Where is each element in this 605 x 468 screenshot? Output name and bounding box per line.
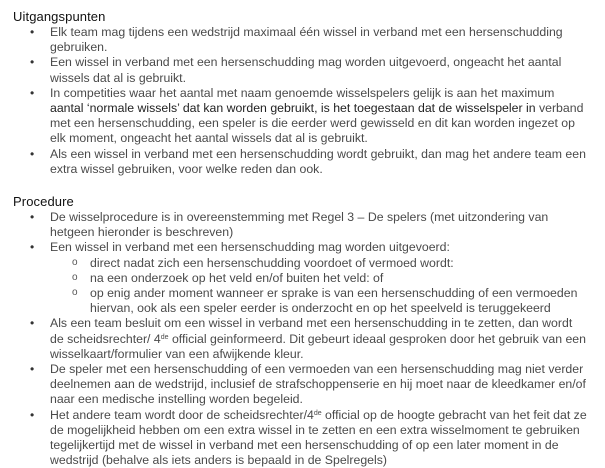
list-item — [13, 210, 588, 240]
sub-item-text: op enig ander moment wanneer er sprake is van een hersenschudding of een vermoeden hiervan, ook als een speler eerder is onderzocht en op het speelveld is teruggekeerd — [90, 286, 578, 316]
list-item — [13, 240, 588, 316]
superscript: de — [160, 333, 169, 341]
item-text: Het andere team wordt door de scheidsrechter/4 — [50, 407, 314, 422]
list-item — [13, 86, 588, 147]
item-text: Een wissel in verband met een hersenschudding mag worden uitgevoerd: — [50, 240, 450, 255]
item-text: Als een team besluit om een wissel in verband met een hersenschudding in te zetten, dan wordt de scheidsrechter/ 4 — [50, 316, 573, 346]
section-heading: Procedure — [13, 194, 74, 210]
item-text: In competities waar het aantal met naam genoemde wisselspelers gelijk is aan het maximum — [50, 85, 555, 100]
list-item — [13, 408, 588, 468]
section-heading: Uitgangspunten — [13, 9, 106, 24]
list-item — [13, 147, 588, 177]
section-spacer — [13, 177, 605, 194]
superscript: de — [313, 409, 322, 417]
sub-list-item — [50, 271, 588, 286]
bullet-list — [13, 25, 588, 177]
sub-bullet-list — [50, 256, 588, 317]
item-text: De wisselprocedure is in overeenstemming met Regel 3 – De spelers (met uitzondering van hetgeen hieronder is beschreven) — [50, 210, 549, 240]
list-item — [13, 316, 588, 362]
item-text: Als een wissel in verband met een hersenschudding wordt gebruikt, dan mag het andere team een extra wissel gebruiken, voor welke reden dan ook. — [50, 146, 586, 176]
item-text: official geinformeerd. Dit gebeurt ideaal gesproken door het gebruik van een wisselkaart/formulier van een afwijkende kleur. — [50, 331, 586, 361]
sub-list-item — [50, 286, 588, 316]
section-uitgangspunten — [13, 9, 605, 177]
sub-list-item — [50, 256, 588, 271]
list-item — [13, 362, 588, 408]
item-text: De speler met een hersenschudding of een vermoeden van een hersenschudding mag niet verder deelnemen aan de wedstrijd, inclusief de strafschoppenserie en hij moet naar de kleedkamer en/of naar een medische instelling worden begeleid. — [50, 362, 586, 407]
item-text: Een wissel in verband met een hersenschudding mag worden uitgevoerd, ongeacht het aantal wissels dat al is gebruikt. — [50, 55, 562, 85]
section-procedure — [13, 194, 588, 468]
list-item — [13, 25, 588, 55]
item-text: official op de hoogte gebracht van het feit dat ze de mogelijkheid hebben om een extra wissel in te zetten en een extra wisselmoment te gebruiken tegelijkertijd met de wissel in verband met een hersenschudding of op een later moment in de wedstrijd (behalve als iets anders is bepaald in de Spelregels) — [50, 407, 587, 468]
sub-item-text: direct nadat zich een hersenschudding voordoet of vermoed wordt: — [90, 255, 454, 270]
item-text: Elk team mag tijdens een wedstrijd maximaal één wissel in verband met een hersenschudding gebruiken. — [50, 25, 563, 55]
item-text-emphasis: aantal ‘normale wissels’ dat kan worden gebruikt, is het toegestaan dat de wisselspeler in — [50, 101, 536, 116]
list-item — [13, 55, 588, 85]
item-text: verband met een hersenschudding, een speler is die eerder werd gewisseld en dit kan worden ingezet op elk moment, ongeacht het aantal wissels dat al is gebruikt. — [50, 101, 584, 146]
sub-item-text: na een onderzoek op het veld en/of buiten het veld: of — [90, 270, 384, 285]
bullet-list — [13, 210, 588, 468]
